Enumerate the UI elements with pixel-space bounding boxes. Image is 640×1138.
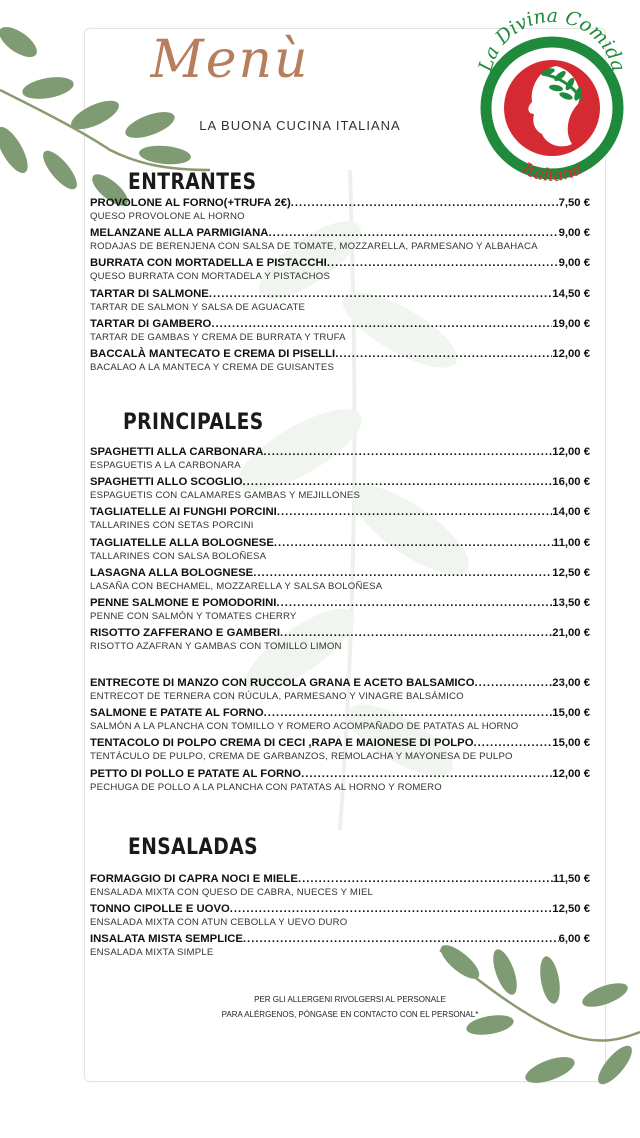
menu-item — [90, 287, 590, 317]
menu-item — [90, 736, 590, 766]
dish-price: 11,50 € — [552, 873, 590, 885]
dish-name: LASAGNA ALLA BOLOGNESE — [90, 566, 254, 579]
dish-name: MELANZANE ALLA PARMIGIANA — [90, 227, 269, 240]
menu-item-line — [90, 536, 590, 550]
menu-item — [90, 596, 590, 626]
dish-price: 7,50 € — [558, 197, 590, 209]
logo-text-top: La Divina Comida — [474, 4, 630, 74]
dish-description: RISOTTO AZAFRAN Y GAMBAS CON TOMILLO LIMON — [90, 641, 342, 653]
dish-price: 12,00 € — [552, 446, 590, 458]
menu-item — [90, 347, 590, 377]
dish-price: 16,00 € — [552, 476, 590, 489]
menu-item — [90, 317, 590, 347]
dish-description: ENSALADA MIXTA CON ATUN CEBOLLA Y UEVO DURO — [90, 917, 348, 929]
menu-item — [90, 767, 590, 797]
dish-name: TAGLIATELLE ALLA BOLOGNESE — [90, 536, 274, 549]
menu-item-line — [90, 196, 590, 210]
entrantes-list — [90, 196, 590, 377]
section-title-principales: PRINCIPALES — [123, 410, 264, 435]
dish-description: QUESO BURRATA CON MORTADELA Y PISTACHOS — [90, 271, 331, 283]
dish-name: FORMAGGIO DI CAPRA NOCI E MIELE — [90, 873, 298, 885]
dish-name: PROVOLONE AL FORNO(+TRUFA 2€) — [90, 197, 291, 209]
dish-description: RODAJAS DE BERENJENA CON SALSA DE TOMATE, MOZZARELLA, PARMESANO Y ALBAHACA — [90, 241, 538, 253]
dot-leader — [230, 902, 553, 916]
dot-leader — [301, 767, 552, 781]
dot-leader — [243, 932, 559, 946]
dish-description: TARTAR DE SALMON Y SALSA DE AGUACATE — [90, 301, 306, 313]
menu-item — [90, 196, 590, 226]
dot-leader — [474, 736, 553, 750]
dot-leader — [209, 287, 552, 301]
menu-item-line — [90, 676, 590, 690]
dish-description: TALLARINES CON SETAS PORCINI — [90, 520, 254, 532]
menu-item-line — [90, 767, 590, 781]
menu-item-line — [90, 505, 590, 519]
menu-title: Menù — [150, 30, 310, 90]
dish-description: PENNE CON SALMÓN Y TOMATES CHERRY — [90, 610, 297, 622]
menu-item-line — [90, 475, 590, 489]
dot-leader — [298, 872, 553, 886]
dot-leader — [475, 676, 553, 690]
dish-description: LASAÑA CON BECHAMEL, MOZZARELLA Y SALSA BOLOÑESA — [90, 580, 383, 592]
dish-price: 11,00 € — [552, 536, 590, 549]
ensaladas-list — [90, 872, 590, 963]
dish-price: 15,00 € — [552, 707, 590, 720]
dish-name: SALMONE E PATATE AL FORNO — [90, 707, 264, 720]
menu-item-line — [90, 317, 590, 331]
dot-leader — [276, 596, 552, 610]
dish-description: ESPAGUETIS A LA CARBONARA — [90, 460, 241, 471]
dish-name: TAGLIATELLE AI FUNGHI PORCINI — [90, 506, 277, 519]
menu-item — [90, 932, 590, 962]
menu-item — [90, 676, 590, 706]
dot-leader — [263, 445, 552, 459]
menu-item-line — [90, 445, 590, 459]
dish-price: 14,50 € — [552, 287, 590, 300]
menu-subtitle: LA BUONA CUCINA ITALIANA — [199, 118, 401, 133]
principales-list-2 — [90, 676, 590, 797]
dot-leader — [280, 626, 552, 640]
dot-leader — [268, 226, 558, 240]
dish-name: TARTAR DI SALMONE — [90, 287, 209, 300]
menu-item-line — [90, 566, 590, 580]
dish-name: SPAGHETTI ALLA CARBONARA — [90, 446, 264, 458]
menu-item — [90, 626, 590, 656]
dot-leader — [264, 706, 553, 720]
dish-description: TALLARINES CON SALSA BOLOÑESA — [90, 550, 267, 562]
menu-item — [90, 872, 590, 902]
dish-description: ESPAGUETIS CON CALAMARES GAMBAS Y MEJILLONES — [90, 490, 361, 502]
restaurant-logo — [472, 4, 632, 188]
dish-name: TONNO CIPOLLE E UOVO — [90, 903, 230, 916]
dish-description: ENTRECOT DE TERNERA CON RÚCULA, PARMESANO Y VINAGRE BALSÁMICO — [90, 691, 464, 702]
menu-item-line — [90, 902, 590, 916]
dish-name: PENNE SALMONE E POMODORINI — [90, 596, 277, 609]
menu-item — [90, 226, 590, 256]
dish-price: 12,00 € — [552, 347, 590, 360]
menu-item-line — [90, 226, 590, 240]
menu-item-line — [90, 287, 590, 301]
dish-price: 19,00 € — [552, 317, 590, 330]
menu-item-line — [90, 256, 590, 270]
logo-text-bottom: Italiana — [518, 158, 586, 186]
dish-price: 12,00 € — [552, 767, 590, 780]
dot-leader — [211, 317, 552, 331]
menu-item — [90, 505, 590, 535]
dot-leader — [277, 505, 552, 519]
dish-description: BACALAO A LA MANTECA Y CREMA DE GUISANTES — [90, 361, 335, 373]
dish-price: 9,00 € — [558, 257, 590, 270]
dish-description: TARTAR DE GAMBAS Y CREMA DE BURRATA Y TRUFA — [90, 331, 346, 343]
dish-description: PECHUGA DE POLLO A LA PLANCHA CON PATATAS AL HORNO Y ROMERO — [90, 781, 442, 793]
dot-leader — [274, 536, 553, 550]
dot-leader — [335, 347, 552, 361]
dish-description: ENSALADA MIXTA SIMPLE — [90, 947, 214, 959]
dish-price: 6,00 € — [558, 933, 590, 946]
dish-name: PETTO DI POLLO E PATATE AL FORNO — [90, 767, 302, 780]
dish-name: ENTRECOTE DI MANZO CON RUCCOLA GRANA E ACETO BALSAMICO — [90, 677, 475, 689]
dish-name: SPAGHETTI ALLO SCOGLIO — [90, 476, 243, 489]
principales-list — [90, 445, 590, 656]
menu-item — [90, 445, 590, 475]
menu-item-line — [90, 736, 590, 750]
dish-description: TENTÁCULO DE PULPO, CREMA DE GARBANZOS, REMOLACHA Y MAYONESA DE PULPO — [90, 751, 513, 763]
dish-name: INSALATA MISTA SEMPLICE — [90, 933, 243, 946]
dot-leader — [253, 566, 552, 580]
menu-item-line — [90, 932, 590, 946]
menu-item — [90, 475, 590, 505]
dot-leader — [291, 196, 559, 210]
dish-price: 21,00 € — [552, 627, 590, 640]
dish-name: BURRATA CON MORTADELLA E PISTACCHI — [90, 257, 327, 270]
dish-description: ENSALADA MIXTA CON QUESO DE CABRA, NUECES Y MIEL — [90, 887, 374, 898]
dot-leader — [243, 475, 553, 489]
menu-item-line — [90, 872, 590, 886]
dish-price: 12,50 € — [552, 903, 590, 916]
dish-price: 9,00 € — [558, 227, 590, 240]
allergen-notice-italian: PER GLI ALLERGENI RIVOLGERSI AL PERSONALE — [254, 995, 446, 1004]
menu-item — [90, 256, 590, 286]
dish-name: TARTAR DI GAMBERO — [90, 317, 212, 330]
dish-name: BACCALÀ MANTECATO E CREMA DI PISELLI — [90, 347, 336, 360]
menu-item — [90, 566, 590, 596]
section-title-entrantes: ENTRANTES — [128, 170, 257, 195]
menu-item-line — [90, 626, 590, 640]
dish-description: QUESO PROVOLONE AL HORNO — [90, 211, 245, 222]
dish-price: 14,00 € — [552, 506, 590, 519]
menu-item-line — [90, 706, 590, 720]
dish-price: 12,50 € — [552, 566, 590, 579]
section-title-ensaladas: ENSALADAS — [128, 835, 259, 860]
dish-description: SALMÓN A LA PLANCHA CON TOMILLO Y ROMERO ACOMPAÑADO DE PATATAS AL HORNO — [90, 721, 519, 733]
dish-price: 13,50 € — [552, 596, 590, 609]
menu-item — [90, 902, 590, 932]
menu-item — [90, 706, 590, 736]
dish-name: TENTACOLO DI POLPO CREMA DI CECI ,RAPA E MAIONESE DI POLPO — [90, 737, 474, 750]
dot-leader — [327, 256, 559, 270]
dish-price: 15,00 € — [552, 737, 590, 750]
menu-item — [90, 536, 590, 566]
menu-item-line — [90, 596, 590, 610]
allergen-notice — [200, 992, 500, 1022]
dish-price: 23,00 € — [552, 677, 590, 689]
dish-name: RISOTTO ZAFFERANO E GAMBERI — [90, 627, 280, 640]
menu-item-line — [90, 347, 590, 361]
allergen-notice-spanish: PARA ALÉRGENOS, PÓNGASE EN CONTACTO CON EL PERSONAL* — [221, 1010, 479, 1019]
